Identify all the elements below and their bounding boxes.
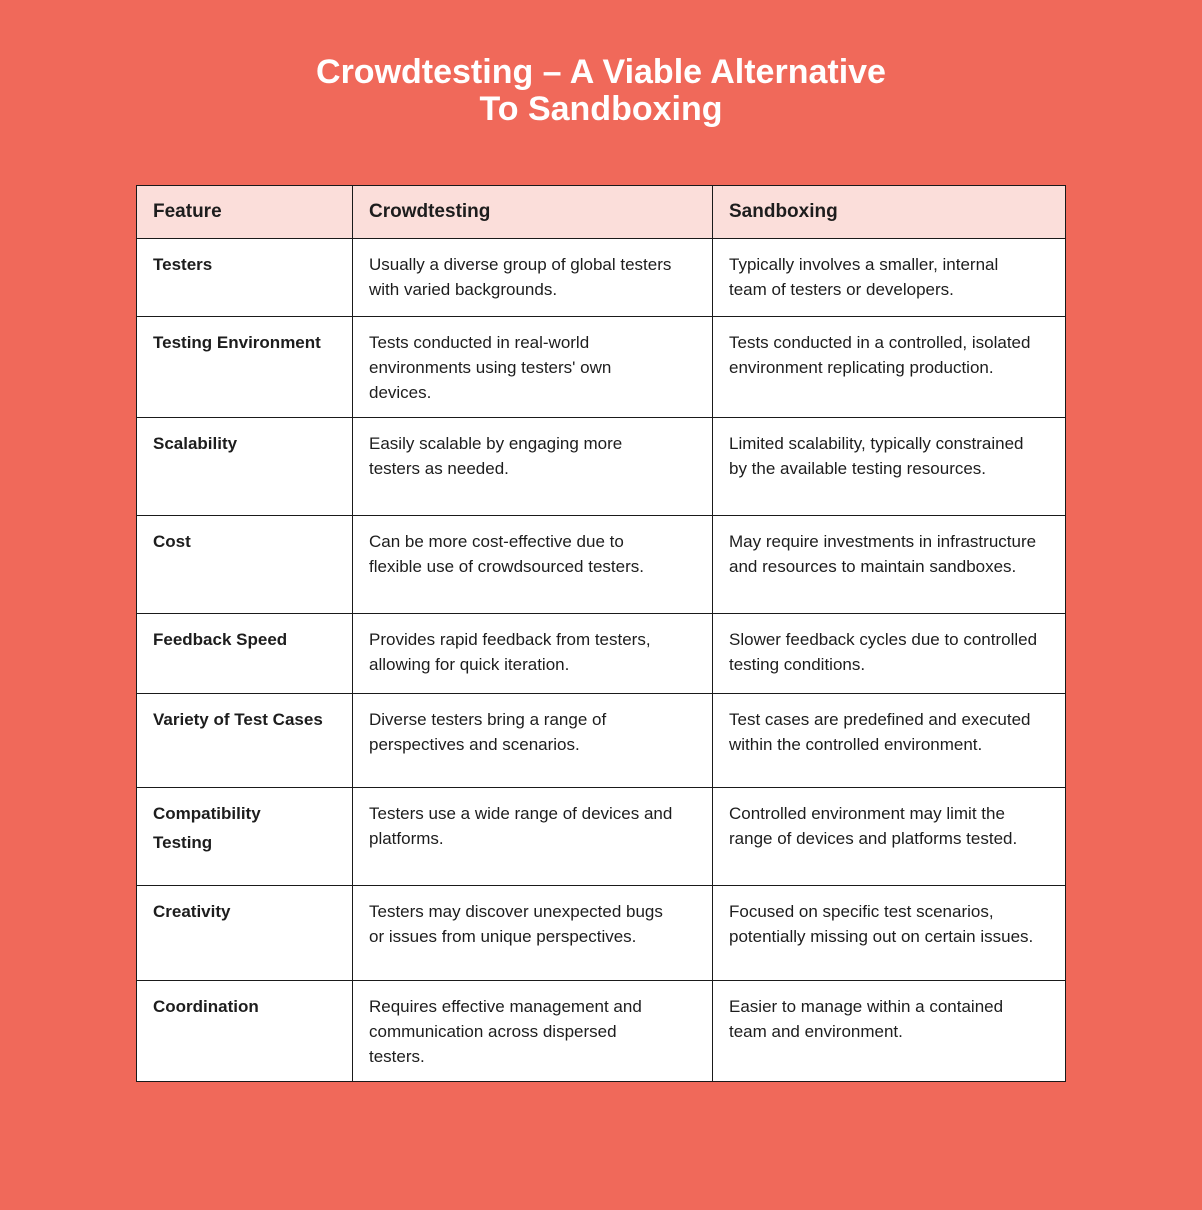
page-title (0, 54, 1202, 128)
table-row (137, 886, 1066, 981)
feature-cell: Coordination (137, 981, 353, 1082)
feature-cell: Compatibility Testing (137, 788, 353, 886)
table-row (137, 239, 1066, 317)
crowdtesting-cell: Diverse testers bring a range of perspectives and scenarios. (353, 694, 713, 788)
crowdtesting-cell: Requires effective management and communication across dispersed testers. (353, 981, 713, 1082)
column-header-crowdtesting: Crowdtesting (353, 186, 713, 239)
page-title-line1: Crowdtesting – A Viable Alternative (316, 53, 886, 91)
sandboxing-cell: Tests conducted in a controlled, isolated environment replicating production. (713, 317, 1066, 418)
sandboxing-cell: May require investments in infrastructure and resources to maintain sandboxes. (713, 516, 1066, 614)
table-row (137, 418, 1066, 516)
table-row (137, 614, 1066, 694)
page-title-line2: To Sandboxing (479, 90, 723, 128)
table-row (137, 694, 1066, 788)
crowdtesting-cell: Usually a diverse group of global testers with varied backgrounds. (353, 239, 713, 317)
crowdtesting-cell: Testers use a wide range of devices and platforms. (353, 788, 713, 886)
column-header-feature: Feature (137, 186, 353, 239)
sandboxing-cell: Easier to manage within a contained team and environment. (713, 981, 1066, 1082)
comparison-table (136, 185, 1066, 1082)
column-header-sandboxing: Sandboxing (713, 186, 1066, 239)
table-row (137, 516, 1066, 614)
sandboxing-cell: Limited scalability, typically constrained by the available testing resources. (713, 418, 1066, 516)
feature-cell: Creativity (137, 886, 353, 981)
feature-cell: Scalability (137, 418, 353, 516)
crowdtesting-cell: Can be more cost-effective due to flexible use of crowdsourced testers. (353, 516, 713, 614)
sandboxing-cell: Typically involves a smaller, internal team of testers or developers. (713, 239, 1066, 317)
crowdtesting-cell: Provides rapid feedback from testers, allowing for quick iteration. (353, 614, 713, 694)
sandboxing-cell: Slower feedback cycles due to controlled testing conditions. (713, 614, 1066, 694)
crowdtesting-cell: Easily scalable by engaging more testers as needed. (353, 418, 713, 516)
table-header-row (137, 186, 1066, 239)
table-row (137, 317, 1066, 418)
sandboxing-cell: Test cases are predefined and executed within the controlled environment. (713, 694, 1066, 788)
crowdtesting-cell: Testers may discover unexpected bugs or issues from unique perspectives. (353, 886, 713, 981)
sandboxing-cell: Controlled environment may limit the range of devices and platforms tested. (713, 788, 1066, 886)
crowdtesting-cell: Tests conducted in real-world environments using testers' own devices. (353, 317, 713, 418)
table-row (137, 788, 1066, 886)
table-row (137, 981, 1066, 1082)
feature-cell: Cost (137, 516, 353, 614)
feature-cell: Testers (137, 239, 353, 317)
feature-cell: Testing Environment (137, 317, 353, 418)
feature-cell: Feedback Speed (137, 614, 353, 694)
sandboxing-cell: Focused on specific test scenarios, potentially missing out on certain issues. (713, 886, 1066, 981)
feature-cell: Variety of Test Cases (137, 694, 353, 788)
